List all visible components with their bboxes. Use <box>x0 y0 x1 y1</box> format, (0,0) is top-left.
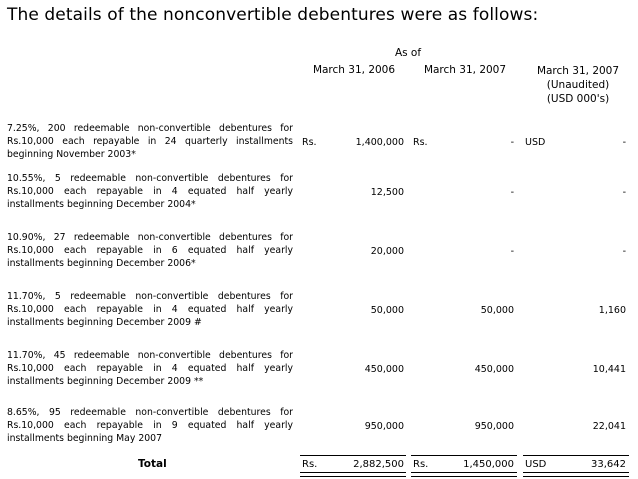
total-double-rule-2006 <box>300 472 406 477</box>
row-1-description: 7.25%, 200 redeemable non-convertible debentures for Rs.10,000 each repayable in 24 quarterly installments beginning November 2003* <box>7 123 293 160</box>
total-rule-top-usd <box>523 455 629 456</box>
total-label: Total <box>138 458 167 470</box>
row-2-value-2006: 12,500 <box>370 187 404 198</box>
total-currency-2006: Rs. <box>302 459 318 470</box>
row-3-value-2007: - <box>510 246 514 257</box>
row-6-value-usd: 22,041 <box>592 421 626 432</box>
total-value-usd: 33,642 <box>591 459 626 470</box>
row-1-value-usd: - <box>622 137 626 148</box>
row-2-value-2007: - <box>510 187 514 198</box>
header-col-2007-usd <box>522 64 634 106</box>
row-3-value-2006: 20,000 <box>370 246 404 257</box>
header-col-2007-usd-line2: (Unaudited) <box>546 79 610 91</box>
row-4-value-usd: 1,160 <box>598 305 626 316</box>
row-5-value-usd: 10,441 <box>592 364 626 375</box>
row-1-value-2007: - <box>510 137 514 148</box>
row-6-description: 8.65%, 95 redeemable non-convertible debentures for Rs.10,000 each repayable in 9 equated half yearly installments beginning May 2007 <box>7 407 293 444</box>
header-col-2007-usd-line3: (USD 000's) <box>546 93 610 105</box>
header-col-2006: March 31, 2006 <box>312 64 396 76</box>
row-5-value-2006: 450,000 <box>364 364 404 375</box>
row-2-description: 10.55%, 5 redeemable non-convertible debentures for Rs.10,000 each repayable in 4 equated half yearly installments beginning December 2004* <box>7 173 293 210</box>
total-currency-usd: USD <box>525 459 547 470</box>
row-1-currency-usd: USD <box>525 137 546 148</box>
row-4-description: 11.70%, 5 redeemable non-convertible debentures for Rs.10,000 each repayable in 4 equated half yearly installments beginning December 2009 # <box>7 291 293 328</box>
total-double-rule-usd <box>523 472 629 477</box>
row-5-description: 11.70%, 45 redeemable non-convertible debentures for Rs.10,000 each repayable in 4 equated half yearly installments beginning December 2009 ** <box>7 350 293 387</box>
row-1-value-2006: 1,400,000 <box>355 137 404 148</box>
page-title: The details of the nonconvertible debentures were as follows: <box>7 5 539 25</box>
header-col-2007-usd-line1: March 31, 2007 <box>536 65 620 77</box>
row-1-currency-2007: Rs. <box>413 137 428 148</box>
header-col-2007: March 31, 2007 <box>423 64 507 76</box>
total-value-2006: 2,882,500 <box>353 459 404 470</box>
row-6-value-2006: 950,000 <box>364 421 404 432</box>
row-4-value-2007: 50,000 <box>480 305 514 316</box>
row-5-value-2007: 450,000 <box>474 364 514 375</box>
total-rule-top-2007 <box>411 455 517 456</box>
total-rule-top-2006 <box>300 455 406 456</box>
header-as-of: As of <box>394 47 422 59</box>
row-1-currency-2006: Rs. <box>302 137 317 148</box>
row-6-value-2007: 950,000 <box>474 421 514 432</box>
total-double-rule-2007 <box>411 472 517 477</box>
total-currency-2007: Rs. <box>413 459 429 470</box>
row-3-description: 10.90%, 27 redeemable non-convertible debentures for Rs.10,000 each repayable in 6 equated half yearly installments beginning December 2006* <box>7 232 293 269</box>
row-4-value-2006: 50,000 <box>370 305 404 316</box>
row-3-value-usd: - <box>622 246 626 257</box>
row-2-value-usd: - <box>622 187 626 198</box>
total-value-2007: 1,450,000 <box>463 459 514 470</box>
